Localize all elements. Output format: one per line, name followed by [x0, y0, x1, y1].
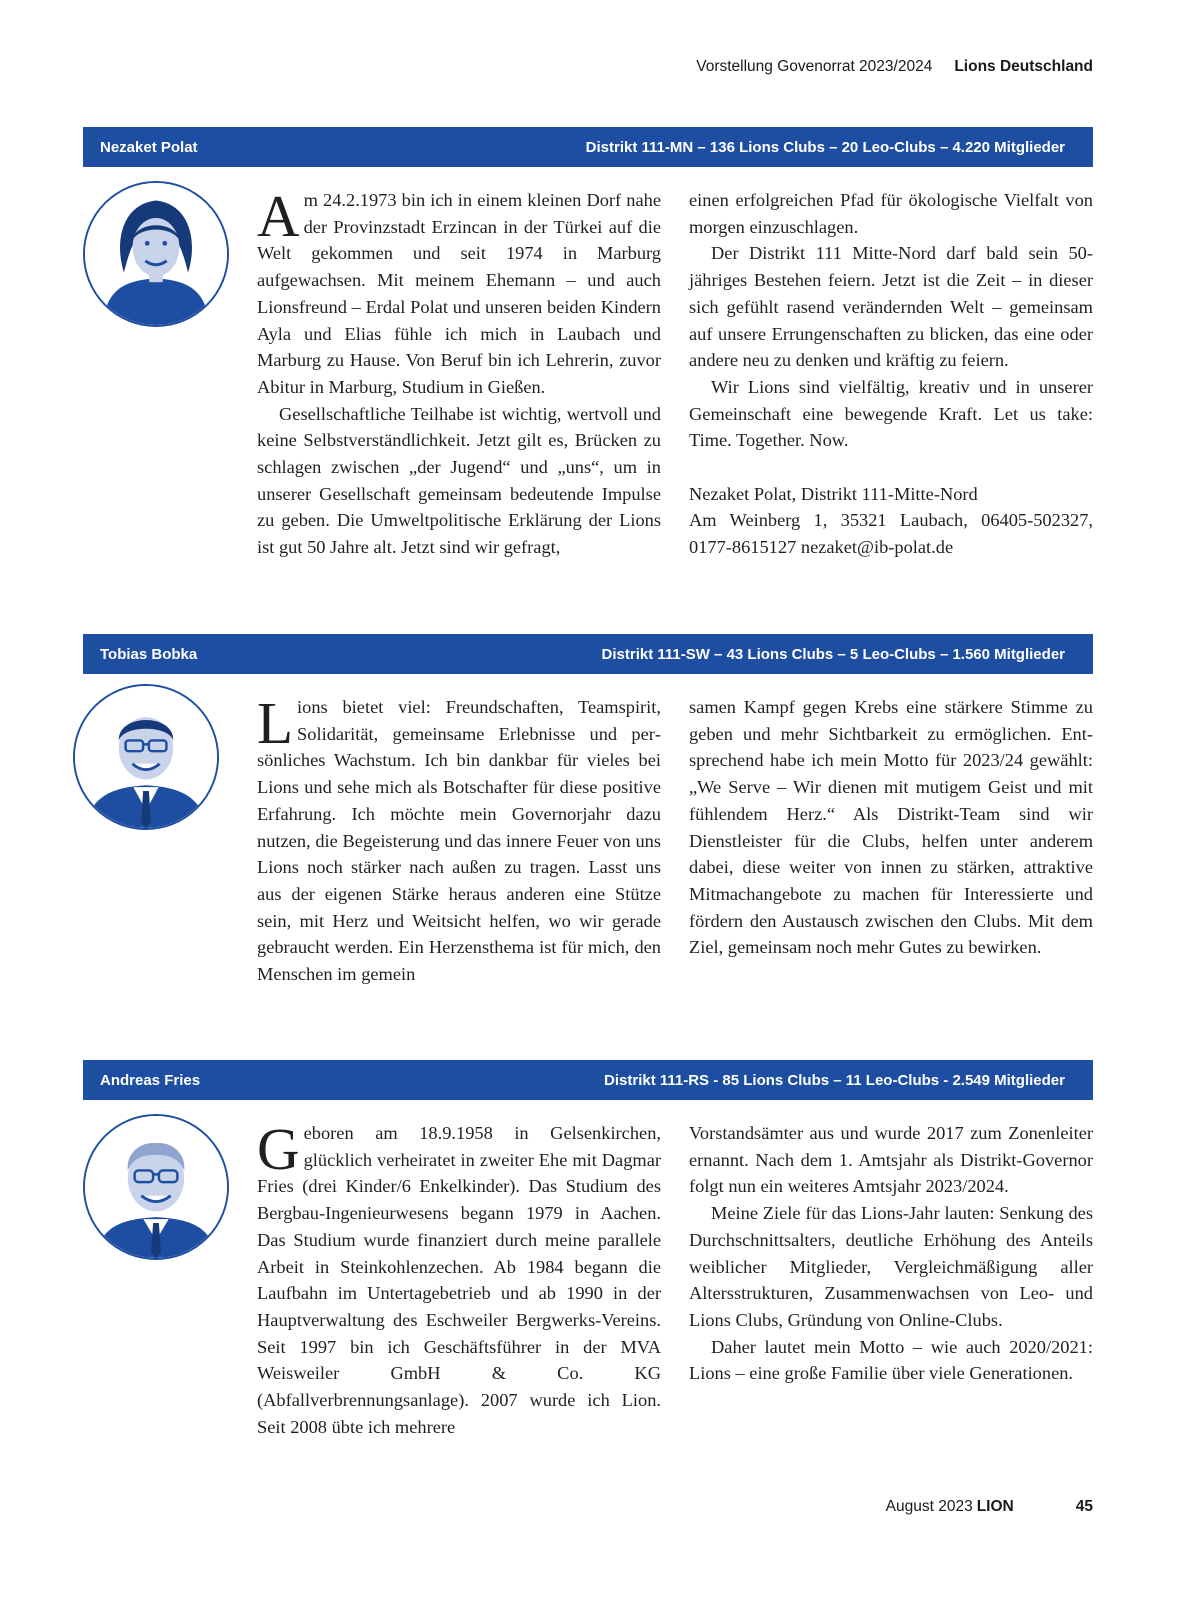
governor-name: Tobias Bobka [100, 645, 198, 663]
profile-header-bar [83, 1060, 1093, 1100]
district-info: Distrikt 111-RS - 85 Lions Clubs – 11 Leo-Clubs - 2.549 Mitglieder [604, 1071, 1065, 1089]
article-columns [257, 1116, 1093, 1440]
running-head [696, 58, 1093, 76]
contact-name: Nezaket Polat, Distrikt 111-Mitte-Nord [689, 483, 978, 504]
text-column-left [257, 183, 661, 561]
governor-name: Andreas Fries [100, 1071, 201, 1089]
man-portrait-icon [85, 1116, 227, 1258]
portrait-photo [73, 684, 219, 830]
drop-cap: L [257, 690, 294, 756]
issue-date: August 2023 [885, 1498, 973, 1515]
drop-cap: A [257, 183, 300, 249]
brand-name: Lions Deutschland [954, 58, 1093, 75]
paragraph: Gesellschaftliche Teilhabe ist wichtig, wertvoll und keine Selbstverständlichkeit. Jetzt gilt es, Brücken zu schlagen zwischen „der Jugend“ und „uns“, um in unserer Gesellschaft gemeinsam bedeutende Impulse zu geben. Die Umweltpolitische Erklärung der Lions ist gut 50 Jahre alt. Jetzt sind wir gefragt, [257, 403, 661, 558]
section-title: Vorstellung Govenorrat 2023/2024 [696, 58, 933, 75]
paragraph: samen Kampf gegen Krebs eine stärkere Stimme zu geben und mehr Sichtbarkeit zu ermöglichen. Entsprechend habe ich mein Motto für 2023/24 gewählt: „We Serve – Wir dienen mit mutigem Geist und mit fühlendem Herz.“ Als Distrikt-Team sind wir Dienstleister für die Clubs, helfen unter anderem dabei, diese weiter von innen zu stärken, attraktive Mitmachangebote zu machen für Interessierte und fördern den Austausch zwischen den Clubs. Mit dem Ziel, gemeinsam noch mehr Gutes zu bewirken. [689, 697, 1093, 958]
page-footer [886, 1498, 1093, 1516]
text-column-right [689, 694, 1093, 988]
paragraph: Daher lautet mein Motto – wie auch 2020/2021: Lions – eine große Familie über viele Generationen. [689, 1336, 1093, 1384]
text-column-left [257, 1116, 661, 1440]
profile-header-bar [83, 127, 1093, 167]
text-column-right [689, 1120, 1093, 1440]
text-column-right [689, 187, 1093, 561]
paragraph: Geboren am 18.9.1958 in Gelsenkirchen, glücklich verheiratet in zweiter Ehe mit Dagmar Fries (drei Kinder/6 Enkelkinder). Das Studium des Bergbau-Ingenieurwesens begann 1979 in Aachen. Das Studium wurde finanziert durch meine parallele Arbeit in Steinkohlenzechen. Ab 1984 begann die Laufbahn im Untertagebetrieb und ab 1990 in der Hauptverwaltung des Eschweiler Bergwerks-Vereins. Seit 1997 bin ich Geschäftsführer in der MVA Weisweiler GmbH & Co. KG (Abfallverbrennungsanlage). 2007 wurde ich Lion. Seit 2008 übte ich mehrere [257, 1116, 661, 1437]
paragraph: Vorstandsämter aus und wurde 2017 zum Zonenleiter ernannt. Nach dem 1. Amtsjahr als Distrikt-Governor folgt nun ein weiteres Amtsjahr 2023/2024. [689, 1123, 1093, 1197]
portrait-photo [83, 1114, 229, 1260]
governor-name: Nezaket Polat [100, 138, 198, 156]
page-number: 45 [1075, 1498, 1093, 1515]
woman-portrait-icon [85, 183, 227, 325]
text-column-left [257, 690, 661, 988]
paragraph: Am 24.2.1973 bin ich in einem kleinen Dorf nahe der Provinzstadt Erzincan in der Türkei auf die Welt gekommen und seit 1974 in Marburg aufgewachsen. Mit meinem Ehemann – und auch Lionsfreund – Erdal Polat und unseren beiden Kindern Ayla und Elias fühle ich mich in Laubach und Marburg zu Hause. Von Beruf bin ich Lehrerin, zuvor Abitur in Marburg, Studium in Gießen. [257, 183, 661, 397]
profile-tobias-bobka [83, 634, 1093, 994]
contact-address: Am Weinberg 1, 35321 Laubach, 06405-502327, 0177-8615127 nezaket@ib-polat.de [689, 510, 1093, 558]
paragraph: Der Distrikt 111 Mitte-Nord darf bald sein 50-jähriges Bestehen feiern. Jetzt ist die Zeit – in dieser sich gefühlt rasend verändernden Welt – gemeinsam auf unsere Errungenschaften zu blicken, das eine oder andere neu zu denken und kräftig zu feiern. [689, 243, 1093, 371]
article-columns [257, 690, 1093, 988]
man-portrait-icon [75, 686, 217, 828]
profile-andreas-fries [83, 1060, 1093, 1460]
portrait-photo [83, 181, 229, 327]
profile-nezaket-polat [83, 127, 1093, 567]
drop-cap: G [257, 1116, 300, 1182]
district-info: Distrikt 111-SW – 43 Lions Clubs – 5 Leo-Clubs – 1.560 Mitglieder [601, 645, 1065, 663]
paragraph: einen erfolgreichen Pfad für ökologische Vielfalt von morgen einzuschlagen. [689, 190, 1093, 237]
paragraph: Meine Ziele für das Lions-Jahr lauten: Senkung des Durchschnittsalters, deutliche Erhöhung des Anteils weiblicher Mitglieder, Vergleichmäßigung aller Altersstrukturen, Zusammenwachsen von Leo- und Lions Clubs, Gründung von Online-Clubs. [689, 1203, 1093, 1330]
paragraph: Lions bietet viel: Freundschaften, Teamspirit, Solidarität, gemeinsame Erlebnisse und persönliches Wachstum. Ich bin dankbar für vieles bei Lions und sehe mich als Botschafter für diese positive Erfahrung. Ich möchte mein Governorjahr dazu nutzen, die Begeisterung und das innere Feuer von uns Lions noch stärker nach außen zu tragen. Lasst uns aus der eigenen Stärke heraus anderen eine Stütze sein, mit Herz und Weitsicht helfen, wo wir gerade gebraucht werden. Ein Herzensthema ist für mich, den Menschen im gemein [257, 690, 661, 985]
paragraph: Wir Lions sind vielfältig, kreativ und in unserer Gemeinschaft eine bewegende Kraft. Let us take: Time. Together. Now. [689, 376, 1093, 451]
magazine-name: LION [976, 1498, 1014, 1515]
district-info: Distrikt 111-MN – 136 Lions Clubs – 20 Leo-Clubs – 4.220 Mitglieder [585, 138, 1065, 156]
profile-header-bar [83, 634, 1093, 674]
article-columns [257, 183, 1093, 561]
